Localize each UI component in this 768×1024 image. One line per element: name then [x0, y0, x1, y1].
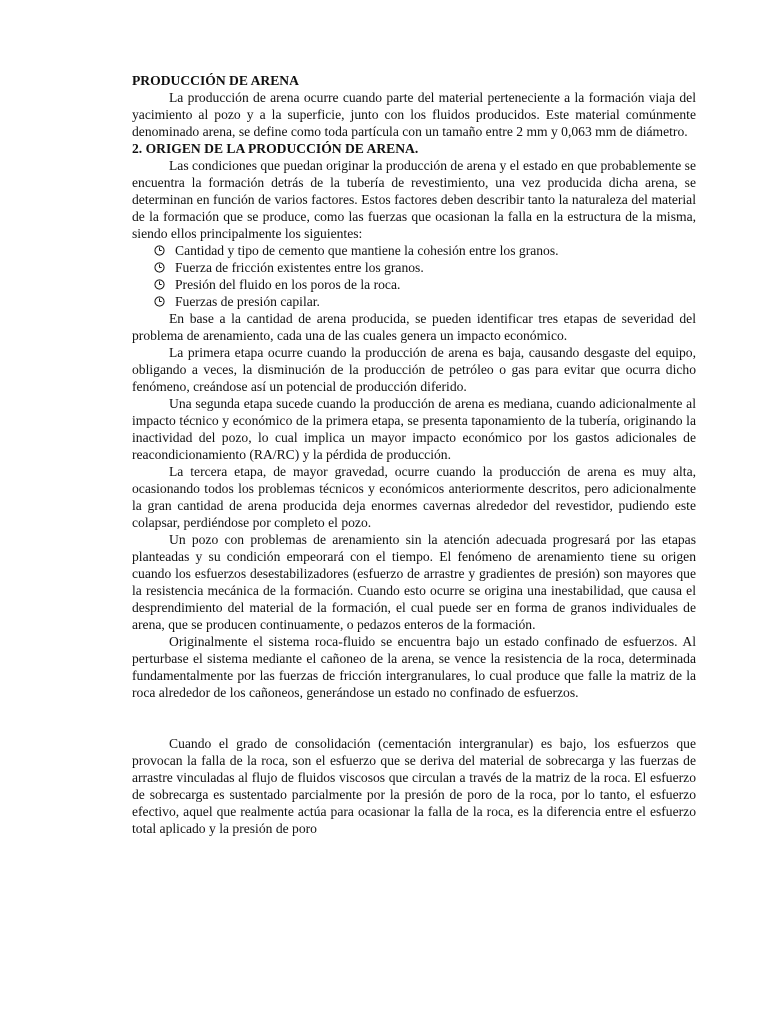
- list-item-text: Fuerzas de presión capilar.: [175, 294, 320, 309]
- section-heading: 2. ORIGEN DE LA PRODUCCIÓN DE ARENA.: [132, 141, 419, 156]
- body-paragraph: Una segunda etapa sucede cuando la producción de arena es mediana, cuando adicionalmente al impacto técnico y económico de la primera etapa, se presenta taponamiento de la tubería, originando la inactividad del pozo, lo cual implica un mayor impacto económico por los gastos adicionales de reacondicionamiento (RA/RC) y la pérdida de producción.: [132, 396, 696, 462]
- body-paragraph: Un pozo con problemas de arenamiento sin la atención adecuada progresará por las etapas planteadas y su condición empeorará con el tiempo. El fenómeno de arenamiento tiene su origen cuando los esfuerzos desestabilizadores (esfuerzo de arrastre y gradientes de presión) son mayores que la resistencia mecánica de la formación. Cuando esto ocurre se origina una inestabilidad, que causa el desprendimiento del material de la formación, el cual puede ser en forma de granos individuales de arena, que se producen continuamente, o pedazos enteros de la formación.: [132, 532, 696, 632]
- body-paragraph: La tercera etapa, de mayor gravedad, ocurre cuando la producción de arena es muy alta, ocasionando todos los problemas técnicos y económicos anteriormente descritos, pero adicionalmente la gran cantidad de arena producida deja enormes cavernas alrededor del revestidor, pudiendo este colapsar, perdiéndose por completo el pozo.: [132, 464, 696, 530]
- body-paragraph: En base a la cantidad de arena producida, se pueden identificar tres etapas de severidad del problema de arenamiento, cada una de las cuales genera un impacto económico.: [132, 311, 696, 343]
- list-item-text: Cantidad y tipo de cemento que mantiene la cohesión entre los granos.: [175, 243, 559, 258]
- list-item-text: Presión del fluido en los poros de la roca.: [175, 277, 401, 292]
- clock-icon: [154, 296, 165, 307]
- factor-list: [132, 242, 696, 310]
- document-page: [132, 72, 696, 837]
- clock-icon: [154, 245, 165, 256]
- list-item: [154, 293, 696, 310]
- paragraph-gap: [132, 701, 696, 735]
- body-paragraph: Originalmente el sistema roca-fluido se encuentra bajo un estado confinado de esfuerzos. Al perturbase el sistema mediante el cañoneo de la arena, se vence la resistencia de la roca, determinada fundamentalmente por las fuerzas de fricción intergranulares, lo cual produce que falle la matriz de la roca alrededor de los cañoneos, generándose un estado no confinado de esfuerzos.: [132, 634, 696, 700]
- clock-icon: [154, 279, 165, 290]
- intro-paragraph: La producción de arena ocurre cuando parte del material perteneciente a la formación viaja del yacimiento al pozo y a la superficie, junto con los fluidos producidos. Este material comúnmente denominado arena, se define como toda partícula con un tamaño entre 2 mm y 0,063 mm de diámetro.: [132, 90, 696, 139]
- document-title: PRODUCCIÓN DE ARENA: [132, 73, 299, 88]
- clock-icon: [154, 262, 165, 273]
- final-paragraph: Cuando el grado de consolidación (cementación intergranular) es bajo, los esfuerzos que provocan la falla de la roca, son el esfuerzo que se deriva del material de sobrecarga y las fuerzas de arrastre vinculadas al flujo de fluidos viscosos que circulan a través de la matriz de la roca. El esfuerzo de sobrecarga es sustentado parcialmente por la presión de poro de la roca, por lo tanto, el esfuerzo efectivo, aquel que realmente actúa para ocasionar la falla de la roca, es la diferencia entre el esfuerzo total aplicado y la presión de poro: [132, 736, 696, 836]
- section-intro-paragraph: Las condiciones que puedan originar la producción de arena y el estado en que probablemente se encuentra la formación detrás de la tubería de revestimiento, una vez producida dicha arena, se determinan en función de varios factores. Estos factores deben describir tanto la naturaleza del material de la formación que se produce, como las fuerzas que ocasionan la falla en la estructura de la misma, siendo ellos principalmente los siguientes:: [132, 158, 696, 241]
- list-item-text: Fuerza de fricción existentes entre los granos.: [175, 260, 424, 275]
- body-paragraph: La primera etapa ocurre cuando la producción de arena es baja, causando desgaste del equipo, obligando a veces, la disminución de la producción de petróleo o gas para evitar que ocurra dicho fenómeno, creándose así un potencial de producción diferido.: [132, 345, 696, 394]
- list-item: [154, 259, 696, 276]
- list-item: [154, 242, 696, 259]
- list-item: [154, 276, 696, 293]
